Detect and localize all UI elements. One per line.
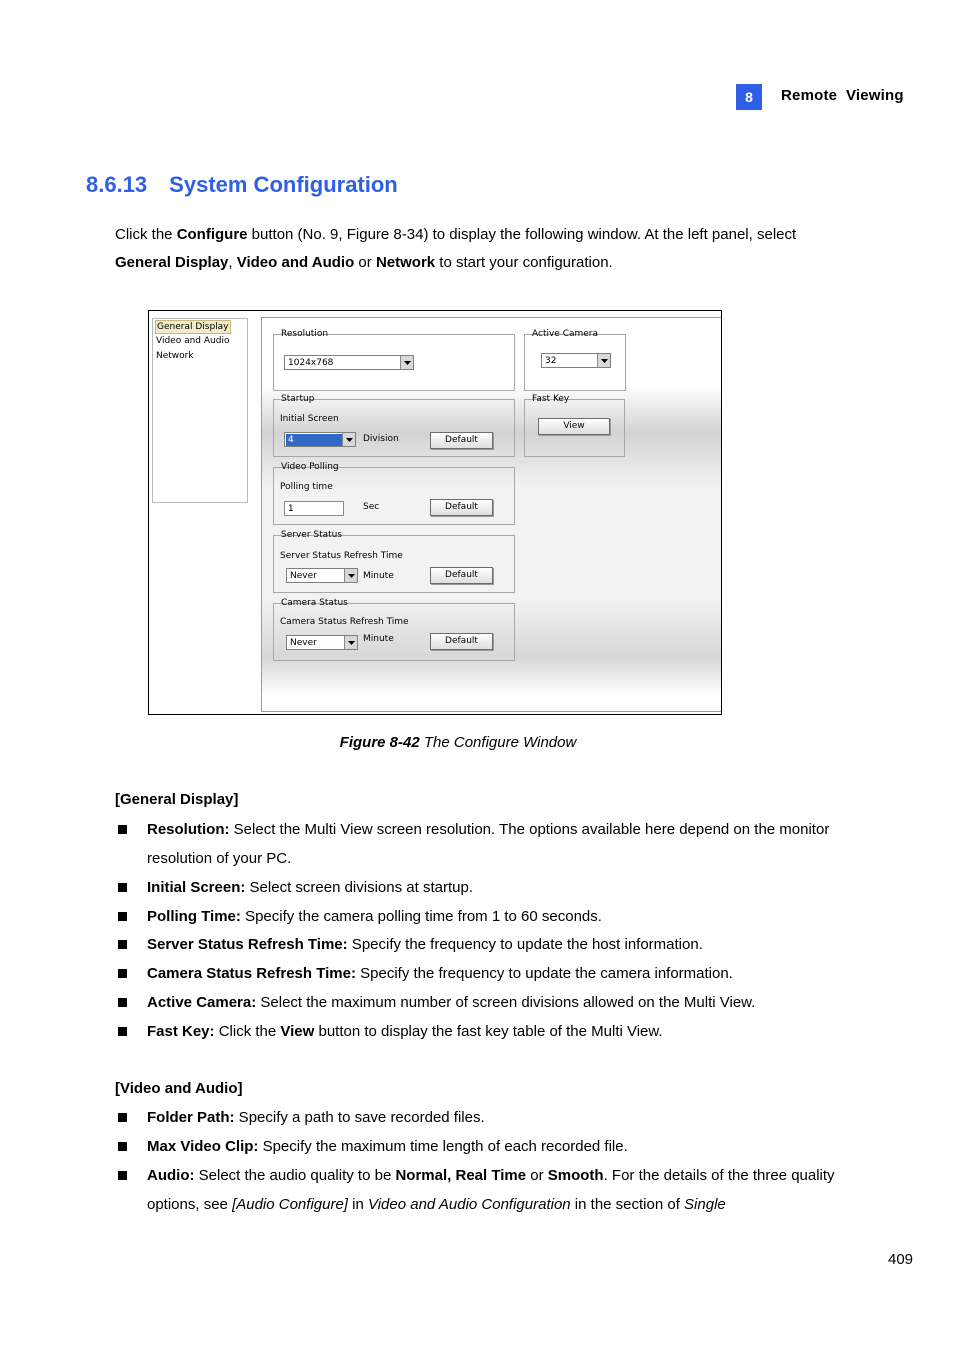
polling-time-input[interactable]: [284, 501, 344, 516]
list-item: [118, 902, 838, 931]
camera-status-default-button[interactable]: Default: [430, 633, 493, 650]
category-list: [152, 318, 248, 503]
chevron-down-icon: [597, 354, 610, 367]
active-camera-dropdown[interactable]: [541, 353, 611, 368]
camera-minute-unit-label: Minute: [363, 634, 394, 644]
camera-status-refresh-value: Never: [290, 638, 317, 648]
active-camera-group: [524, 329, 626, 391]
polling-time-label: Polling time: [280, 482, 333, 492]
list-item: [118, 815, 838, 873]
item-term: Resolution:: [147, 821, 230, 838]
section-title: [86, 172, 398, 198]
intro-text: button (No. 9, Figure 8-34) to display the following window. At the left panel, select: [247, 226, 797, 243]
camera-status-legend: Camera Status: [281, 598, 348, 608]
item-text: Specify the frequency to update the camera information.: [355, 965, 733, 982]
item-text: Specify a path to save recorded files.: [234, 1109, 485, 1126]
item-text: Select the Multi View screen resolution. The options available here depend on the monitor resolution of your PC.: [147, 821, 830, 867]
item-term: Max Video Clip:: [147, 1138, 259, 1155]
polling-default-button[interactable]: Default: [430, 499, 493, 516]
item-bold: Smooth: [547, 1167, 604, 1184]
startup-default-button[interactable]: Default: [430, 432, 493, 449]
list-item: [118, 873, 838, 902]
chevron-down-icon: [344, 569, 357, 582]
intro-text: ,: [228, 254, 237, 271]
active-camera-legend: Active Camera: [532, 329, 599, 339]
section-title-text: System Configuration: [169, 172, 398, 197]
video-polling-group: [273, 462, 515, 525]
list-item: [118, 959, 838, 988]
item-bold: Normal, Real Time: [395, 1167, 527, 1184]
intro-bold: Configure: [176, 226, 248, 243]
square-bullet-icon: [118, 1171, 127, 1180]
intro-text: Click the: [115, 226, 177, 243]
item-italic: Video and Audio Configuration: [367, 1196, 571, 1213]
figure-caption-text: The Configure Window: [419, 734, 577, 751]
item-text: Select the maximum number of screen divisions allowed on the Multi View.: [256, 994, 756, 1011]
square-bullet-icon: [118, 1027, 127, 1036]
list-item: [118, 1017, 838, 1046]
square-bullet-icon: [118, 940, 127, 949]
general-display-heading: [General Display]: [115, 791, 239, 808]
list-item: [118, 1161, 838, 1219]
server-status-refresh-label: Server Status Refresh Time: [280, 551, 403, 561]
division-unit-label: Division: [363, 434, 399, 444]
server-minute-unit-label: Minute: [363, 571, 394, 581]
section-number: 8.6.13: [86, 172, 148, 197]
initial-screen-dropdown[interactable]: [284, 432, 356, 447]
item-term: Audio:: [147, 1167, 195, 1184]
square-bullet-icon: [118, 969, 127, 978]
item-text: Specify the maximum time length of each recorded file.: [258, 1138, 628, 1155]
list-item: [118, 1132, 838, 1161]
server-status-refresh-value: Never: [290, 571, 317, 581]
camera-status-refresh-dropdown[interactable]: [286, 635, 358, 650]
category-general-display[interactable]: General Display: [157, 322, 229, 332]
figure-caption: [0, 734, 916, 751]
category-network[interactable]: Network: [156, 351, 194, 361]
item-text: in the section of: [570, 1196, 685, 1213]
resolution-value: 1024x768: [288, 358, 334, 368]
camera-status-refresh-label: Camera Status Refresh Time: [280, 617, 409, 627]
item-term: Polling Time:: [147, 908, 241, 925]
initial-screen-value: 4: [286, 434, 342, 446]
intro-paragraph-line1: [115, 221, 855, 249]
item-text: . For the details of the three quality options, see: [147, 1167, 835, 1213]
list-item: [118, 988, 838, 1017]
figure-caption-label: Figure 8-42: [339, 734, 420, 751]
chevron-down-icon: [342, 433, 355, 446]
video-polling-legend: Video Polling: [281, 462, 339, 472]
resolution-dropdown[interactable]: [284, 355, 414, 370]
camera-status-group: [273, 598, 515, 661]
page-number: 409: [888, 1251, 914, 1268]
intro-bold: Network: [375, 254, 436, 271]
fast-key-group: [524, 394, 625, 457]
resolution-legend: Resolution: [281, 329, 329, 339]
chapter-title: Remote Viewing: [781, 87, 904, 104]
item-text: button to display the fast key table of the Multi View.: [314, 1023, 663, 1040]
resolution-group: [273, 329, 515, 391]
item-term: Initial Screen:: [147, 879, 246, 896]
item-text: Specify the camera polling time from 1 to 60 seconds.: [240, 908, 602, 925]
square-bullet-icon: [118, 825, 127, 834]
item-text: Select screen divisions at startup.: [245, 879, 473, 896]
fast-key-legend: Fast Key: [532, 394, 570, 404]
fast-key-view-button[interactable]: View: [538, 418, 610, 435]
intro-text: or: [354, 254, 376, 271]
server-status-legend: Server Status: [281, 530, 343, 540]
item-italic: Single: [684, 1196, 726, 1213]
intro-paragraph-line2: [115, 249, 855, 277]
startup-legend: Startup: [281, 394, 315, 404]
item-term: Fast Key:: [147, 1023, 215, 1040]
item-text: Specify the frequency to update the host information.: [347, 936, 703, 953]
configure-window: [148, 310, 722, 715]
item-italic: [Audio Configure]: [232, 1196, 348, 1213]
list-item: [118, 930, 838, 959]
item-bold: View: [280, 1023, 315, 1040]
item-term: Server Status Refresh Time:: [147, 936, 348, 953]
list-item: [118, 1103, 838, 1132]
initial-screen-label: Initial Screen: [280, 414, 339, 424]
settings-panel: [261, 317, 722, 712]
square-bullet-icon: [118, 912, 127, 921]
item-text: Select the audio quality to be: [194, 1167, 396, 1184]
chapter-number-badge: 8: [736, 84, 762, 110]
item-term: Active Camera:: [147, 994, 257, 1011]
server-status-refresh-dropdown[interactable]: [286, 568, 358, 583]
chevron-down-icon: [344, 636, 357, 649]
sec-unit-label: Sec: [363, 502, 380, 512]
category-video-and-audio[interactable]: Video and Audio: [156, 336, 230, 346]
polling-time-value: 1: [288, 504, 294, 514]
item-text: or: [526, 1167, 548, 1184]
intro-bold: Video and Audio: [236, 254, 355, 271]
intro-text: to start your configuration.: [435, 254, 613, 271]
intro-bold: General Display: [115, 254, 229, 271]
chevron-down-icon: [400, 356, 413, 369]
square-bullet-icon: [118, 1142, 127, 1151]
active-camera-value: 32: [545, 356, 557, 366]
item-term: Camera Status Refresh Time:: [147, 965, 356, 982]
square-bullet-icon: [118, 998, 127, 1007]
server-status-default-button[interactable]: Default: [430, 567, 493, 584]
square-bullet-icon: [118, 883, 127, 892]
item-text: in: [347, 1196, 368, 1213]
item-term: Folder Path:: [147, 1109, 235, 1126]
server-status-group: [273, 530, 515, 593]
startup-group: [273, 394, 515, 457]
square-bullet-icon: [118, 1113, 127, 1122]
video-audio-heading: [Video and Audio]: [115, 1080, 243, 1097]
item-text: Click the: [214, 1023, 281, 1040]
